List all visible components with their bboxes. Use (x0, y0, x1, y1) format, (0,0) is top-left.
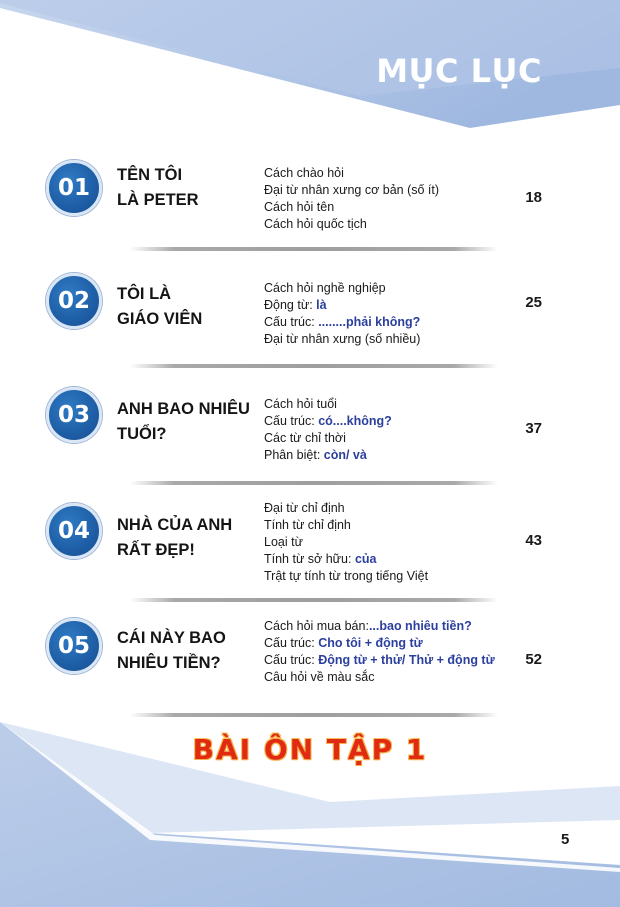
topic-item (264, 500, 428, 517)
topic-list (264, 500, 428, 585)
topic-item (264, 297, 420, 314)
chapter-title-line: ANH BAO NHIÊU (117, 400, 250, 418)
topic-text: Cách hỏi nghề nghiệp (264, 281, 386, 295)
topic-text: Loại từ (264, 535, 303, 549)
chapter-title (117, 397, 257, 447)
topic-text: Các từ chỉ thời (264, 431, 346, 445)
topic-text: Cách hỏi tên (264, 200, 335, 214)
chapter-number-badge: 05 (46, 618, 102, 674)
section-divider (130, 598, 498, 602)
topic-item (264, 534, 428, 551)
page-title: MỤC LỤC (376, 52, 542, 90)
chapter-title-line: RẤT ĐẸP! (117, 541, 195, 559)
topic-item (264, 568, 428, 585)
chapter-title-line: NHIÊU TIỀN? (117, 654, 221, 672)
chapter-title-line: TÊN TÔI (117, 166, 183, 184)
topic-text: Đại từ nhân xưng cơ bản (số ít) (264, 183, 440, 197)
topic-item (264, 280, 420, 297)
topic-text: Cách hỏi tuổi (264, 397, 337, 411)
topic-highlight: có....không? (318, 414, 392, 428)
topic-item (264, 199, 439, 216)
chapter-title (117, 513, 257, 563)
topic-highlight: là (316, 298, 327, 312)
chapter-number-badge: 04 (46, 503, 102, 559)
topic-item (264, 430, 392, 447)
topic-text: Cách chào hỏi (264, 166, 344, 180)
topic-list (264, 396, 392, 464)
topic-text: Phân biệt: (264, 448, 324, 462)
topic-item (264, 652, 495, 669)
topic-text: Động từ: (264, 298, 317, 312)
topic-highlight: của (354, 552, 377, 566)
chapter-title (117, 626, 257, 676)
topic-item (264, 331, 420, 348)
topic-highlight: Cho tôi + động từ (318, 636, 423, 650)
topic-text: Câu hỏi về màu sắc (264, 670, 375, 684)
topic-text: Cấu trúc: (264, 653, 319, 667)
section-divider (130, 247, 498, 251)
page-number-ref: 43 (525, 532, 542, 549)
topic-item (264, 182, 439, 199)
chapter-title (117, 163, 257, 213)
topic-item (264, 635, 495, 652)
topic-highlight: Động từ + thử/ Thử + động từ (318, 653, 495, 667)
topic-item (264, 618, 495, 635)
page-number-ref: 52 (525, 651, 542, 668)
topic-text: Cấu trúc: (264, 414, 319, 428)
page-number-ref: 18 (525, 189, 542, 206)
topic-item (264, 314, 420, 331)
chapter-number-badge: 03 (46, 387, 102, 443)
topic-text: Tính từ chỉ định (264, 518, 351, 532)
topic-item (264, 216, 439, 233)
section-divider (130, 481, 498, 485)
topic-text: Trật tự tính từ trong tiếng Việt (264, 569, 429, 583)
topic-highlight: ...bao nhiêu tiền? (368, 619, 472, 633)
topic-item (264, 551, 428, 568)
topic-item (264, 517, 428, 534)
topic-item (264, 165, 439, 182)
topic-highlight: còn/ và (323, 448, 367, 462)
topic-text: Cách hỏi mua bán: (264, 619, 369, 633)
chapter-number-badge: 01 (46, 160, 102, 216)
topic-item (264, 447, 392, 464)
chapter-title-line: CÁI NÀY BAO (117, 629, 226, 647)
topic-text: Tính từ sở hữu: (264, 552, 355, 566)
topic-item (264, 413, 392, 430)
section-divider (130, 713, 498, 717)
chapter-title-line: GIÁO VIÊN (117, 310, 203, 328)
chapter-title-line: TÔI LÀ (117, 285, 172, 303)
page-number-ref: 25 (525, 294, 542, 311)
topic-text: Đại từ chỉ định (264, 501, 345, 515)
toc-entry-04[interactable] (0, 500, 620, 610)
topic-item (264, 669, 495, 686)
section-divider (130, 364, 498, 368)
chapter-title-line: TUỔI? (117, 425, 167, 443)
chapter-title-line: LÀ PETER (117, 191, 199, 209)
topic-text: Cách hỏi quốc tịch (264, 217, 367, 231)
topic-text: Cấu trúc: (264, 315, 319, 329)
chapter-title (117, 282, 257, 332)
topic-list (264, 618, 495, 686)
page-number-ref: 37 (525, 420, 542, 437)
topic-text: Đại từ nhân xưng (số nhiều) (264, 332, 421, 346)
topic-list (264, 280, 420, 348)
topic-text: Cấu trúc: (264, 636, 319, 650)
chapter-title-line: NHÀ CỦA ANH (117, 516, 233, 534)
topic-highlight: ........phải không? (318, 315, 421, 329)
toc-entry-03[interactable] (0, 385, 620, 495)
topic-item (264, 396, 392, 413)
toc-entry-05[interactable] (0, 618, 620, 728)
chapter-number-badge: 02 (46, 273, 102, 329)
review-heading[interactable]: BÀI ÔN TẬP 1 (192, 733, 428, 766)
topic-list (264, 165, 439, 233)
footer-page-number: 5 (561, 831, 570, 848)
